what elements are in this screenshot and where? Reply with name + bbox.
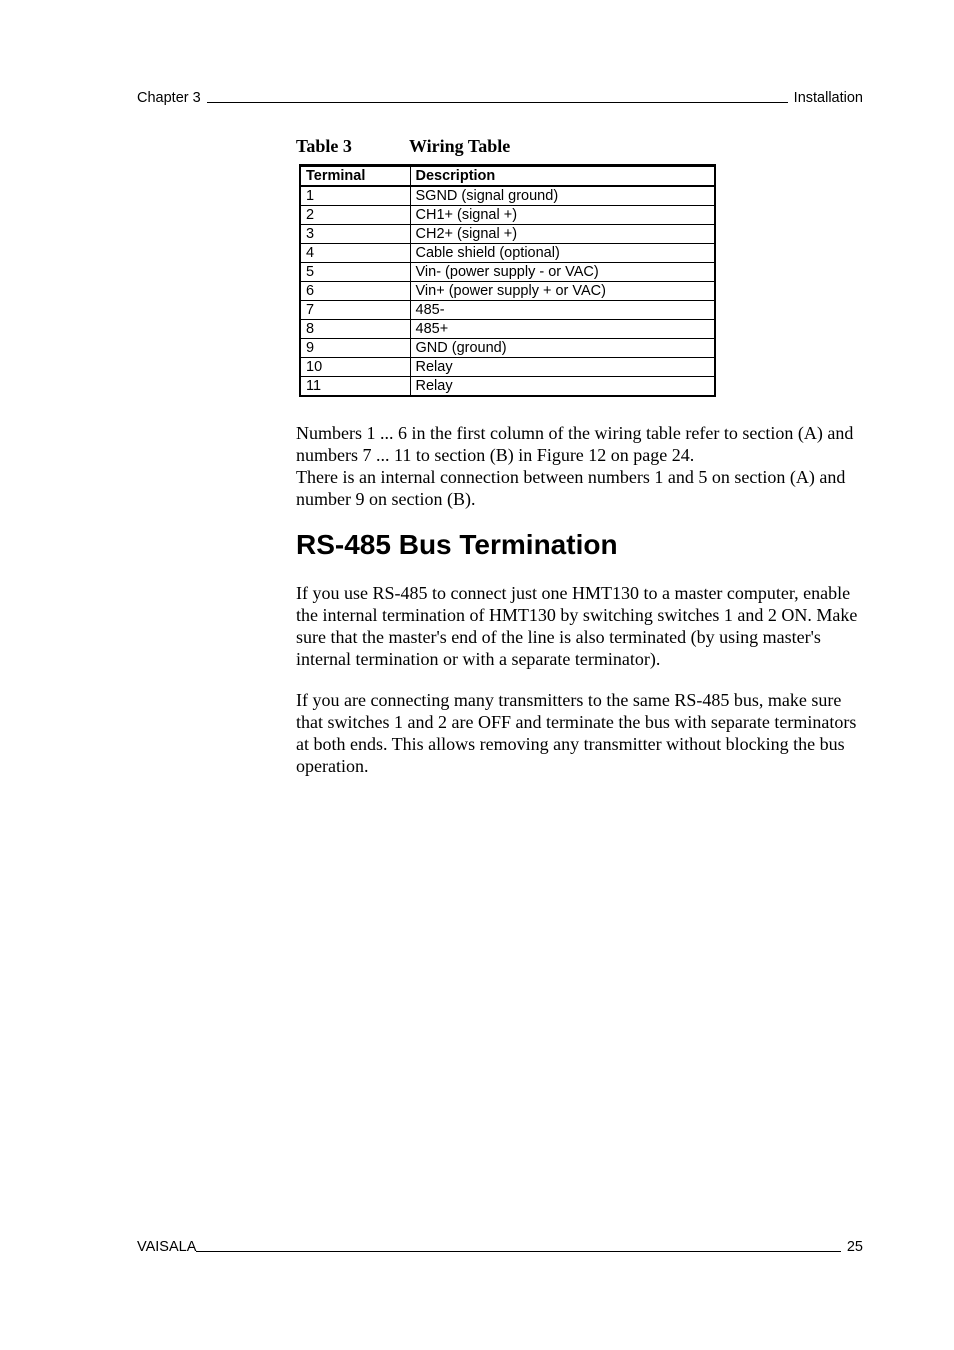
terminal-cell: 8	[300, 320, 410, 339]
page-header	[137, 90, 863, 106]
paragraph-many-transmitters	[296, 689, 866, 777]
paragraph-single-transmitter	[296, 582, 866, 670]
paragraph-text: If you are connecting many transmitters to the same RS-485 bus, make sure that switches 1 and 2 are OFF and terminate the bus with separate terminators at both ends. This allows removing any transmitter without blocking the bus operation.	[296, 690, 857, 776]
wiring-note-connection: There is an internal connection between numbers 1 and 5 on section (A) and number 9 on section (B).	[296, 467, 846, 509]
table-row	[300, 206, 715, 225]
paragraph-text: If you use RS-485 to connect just one HMT130 to a master computer, enable the internal termination of HMT130 by switching switches 1 and 2 ON. Make sure that the master's end of the line is also terminated (by using master's internal termination or with a separate terminator).	[296, 583, 858, 669]
terminal-cell: 3	[300, 225, 410, 244]
terminal-cell: 6	[300, 282, 410, 301]
section-heading: RS-485 Bus Termination	[296, 529, 618, 560]
wiring-note-sections: Numbers 1 ... 6 in the first column of the wiring table refer to section (A) and numbers 7 ... 11 to section (B) in Figure 12 on page 24.	[296, 423, 854, 465]
table-row	[300, 339, 715, 358]
table-header-row	[300, 166, 715, 187]
table-row	[300, 282, 715, 301]
header-section: Installation	[793, 90, 863, 106]
table-row	[300, 377, 715, 397]
table-row	[300, 320, 715, 339]
table-caption-number: Table 3	[296, 136, 352, 156]
table-row	[300, 186, 715, 206]
description-cell: 485+	[410, 320, 715, 339]
table-caption-title: Wiring Table	[409, 136, 511, 156]
description-cell: Relay	[410, 358, 715, 377]
description-cell: Relay	[410, 377, 715, 397]
footer-rule	[196, 1251, 840, 1252]
table-row	[300, 225, 715, 244]
page-footer	[137, 1239, 863, 1255]
table-caption	[296, 136, 511, 157]
column-header-description: Description	[410, 166, 715, 187]
wiring-notes	[296, 422, 866, 510]
table-row	[300, 301, 715, 320]
table-row	[300, 263, 715, 282]
terminal-cell: 9	[300, 339, 410, 358]
description-cell: CH1+ (signal +)	[410, 206, 715, 225]
terminal-cell: 10	[300, 358, 410, 377]
terminal-cell: 1	[300, 186, 410, 206]
footer-company: VAISALA	[137, 1239, 197, 1255]
description-cell: Vin+ (power supply + or VAC)	[410, 282, 715, 301]
table-row	[300, 358, 715, 377]
description-cell: CH2+ (signal +)	[410, 225, 715, 244]
terminal-cell: 5	[300, 263, 410, 282]
terminal-cell: 11	[300, 377, 410, 397]
terminal-cell: 7	[300, 301, 410, 320]
description-cell: Vin- (power supply - or VAC)	[410, 263, 715, 282]
column-header-terminal: Terminal	[300, 166, 410, 187]
description-cell: GND (ground)	[410, 339, 715, 358]
terminal-cell: 4	[300, 244, 410, 263]
header-rule	[207, 102, 788, 103]
header-chapter: Chapter 3	[137, 90, 201, 106]
description-cell: SGND (signal ground)	[410, 186, 715, 206]
wiring-table	[299, 164, 716, 397]
description-cell: 485-	[410, 301, 715, 320]
description-cell: Cable shield (optional)	[410, 244, 715, 263]
page-number: 25	[846, 1239, 863, 1255]
table-row	[300, 244, 715, 263]
terminal-cell: 2	[300, 206, 410, 225]
